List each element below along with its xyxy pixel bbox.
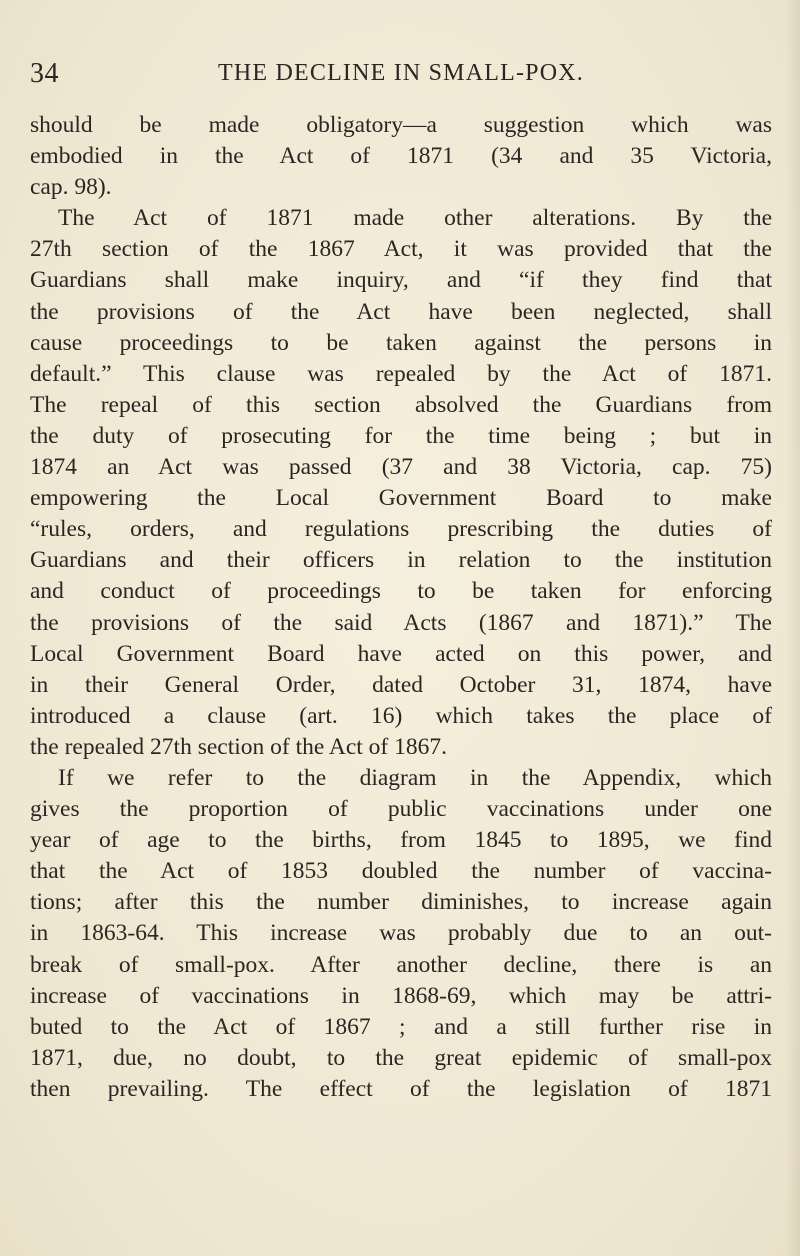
text-line: 1871, due, no doubt, to the great epidemic of small-pox xyxy=(30,1044,772,1071)
text-line: default.” This clause was repealed by the Act of 1871. xyxy=(30,360,772,387)
text-line: the repealed 27th section of the Act of 1867. xyxy=(30,733,447,760)
text-line: then prevailing. The effect of the legislation of 1871 xyxy=(30,1075,772,1102)
text-line: tions; after this the number diminishes, to increase again xyxy=(30,889,772,916)
page-header xyxy=(30,58,772,98)
page-number: 34 xyxy=(30,58,59,89)
text-line: cause proceedings to be taken against the persons in xyxy=(30,329,772,356)
text-line: the duty of prosecuting for the time being ; but in xyxy=(30,422,772,449)
text-line: cap. 98). xyxy=(30,174,112,201)
text-line: Local Government Board have acted on this power, and xyxy=(30,640,772,667)
text-line: buted to the Act of 1867 ; and a still further rise in xyxy=(30,1013,772,1040)
text-line: introduced a clause (art. 16) which takes the place of xyxy=(30,702,772,729)
text-line: 27th section of the 1867 Act, it was provided that the xyxy=(30,236,772,263)
text-line: break of small-pox. After another decline, there is an xyxy=(30,951,772,978)
text-line: the provisions of the said Acts (1867 and 1871).” The xyxy=(30,609,772,636)
text-line: gives the proportion of public vaccinations under one xyxy=(30,796,772,823)
text-line: increase of vaccinations in 1868-69, which may be attri- xyxy=(30,982,772,1009)
text-line: year of age to the births, from 1845 to 1895, we find xyxy=(30,827,772,854)
text-line: 1874 an Act was passed (37 and 38 Victoria, cap. 75) xyxy=(30,454,772,481)
page-edge-shadow xyxy=(786,0,800,1256)
text-line: and conduct of proceedings to be taken for enforcing xyxy=(30,578,772,605)
text-line: “rules, orders, and regulations prescribing the duties of xyxy=(30,516,772,543)
text-line: Guardians and their officers in relation to the institution xyxy=(30,547,772,574)
text-line: empowering the Local Government Board to make xyxy=(30,485,772,512)
text-line: If we refer to the diagram in the Appendix, which xyxy=(58,764,772,791)
text-line: embodied in the Act of 1871 (34 and 35 Victoria, xyxy=(30,143,772,170)
running-head: THE DECLINE IN SMALL-POX. xyxy=(218,60,584,86)
text-line: should be made obligatory—a suggestion which was xyxy=(30,112,772,138)
text-line: the provisions of the Act have been neglected, shall xyxy=(30,298,772,325)
body-text xyxy=(30,110,772,1105)
text-line: in their General Order, dated October 31, 1874, have xyxy=(30,671,772,698)
text-line: in 1863-64. This increase was probably due to an out- xyxy=(30,920,772,947)
text-line: The Act of 1871 made other alterations. By the xyxy=(58,205,772,232)
text-line: The repeal of this section absolved the Guardians from xyxy=(30,391,772,418)
text-line: that the Act of 1853 doubled the number of vaccina- xyxy=(30,858,772,885)
text-line: Guardians shall make inquiry, and “if they find that xyxy=(30,267,772,294)
